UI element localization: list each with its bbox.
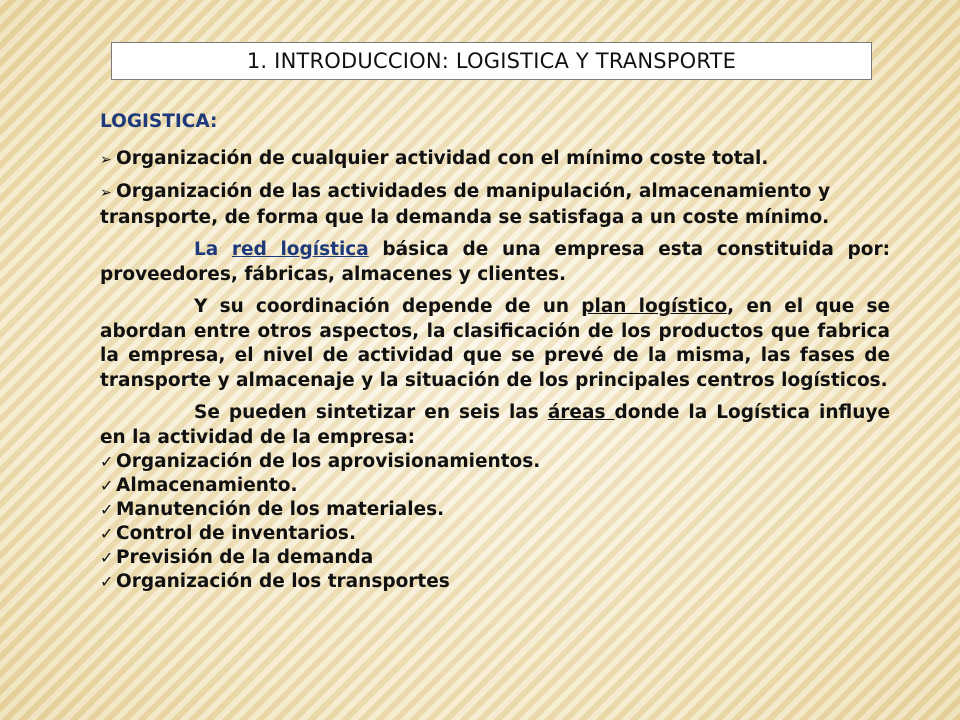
arrow-bullet-icon: ➢	[100, 185, 112, 201]
checkmark-icon: ✓	[100, 476, 114, 495]
checkmark-icon: ✓	[100, 572, 114, 591]
areas-list	[100, 450, 890, 594]
list-item: ✓ Manutención de los materiales.	[100, 499, 445, 520]
list-item: ✓ Organización de los aprovisionamientos.	[100, 451, 541, 472]
plan-logistico-term: plan logístico	[581, 296, 728, 317]
paragraph-areas	[100, 401, 890, 450]
arrow-bullet-icon: ➢	[100, 151, 112, 168]
para2-lead: Y su coordinación depende de un	[194, 296, 582, 317]
list-item: ✓ Previsión de la demanda	[100, 547, 374, 568]
checkmark-icon: ✓	[100, 548, 114, 567]
para1-rest: básica de una empresa esta constituida por: proveedores, fábricas, almacenes y clientes.	[100, 239, 890, 285]
red-logistica-link[interactable]: red logística	[231, 239, 369, 260]
checkmark-icon: ✓	[100, 452, 114, 471]
para3-rest: donde la Logística influye en la actividad de la empresa:	[100, 402, 891, 448]
para1-lead: La	[194, 239, 232, 260]
slide-title: 1. INTRODUCCION: LOGISTICA Y TRANSPORTE	[246, 49, 737, 73]
para2-rest: , en el que se abordan entre otros aspectos, la clasificación de los productos que fabrica la empresa, el nivel de actividad que se prevé de la misma, las fases de transporte y almacenaje y la situación de los principales centros logísticos.	[100, 296, 891, 391]
list-item: ✓ Control de inventarios.	[100, 523, 356, 544]
bullet-text-2: Organización de las actividades de manipulación, almacenamiento y transporte, de forma que la demanda se satisfaga a un coste mínimo.	[100, 181, 831, 228]
bullet-item-2	[100, 180, 890, 230]
section-heading: LOGISTICA:	[100, 111, 218, 132]
list-item: ✓ Organización de los transportes	[100, 571, 450, 592]
areas-term: áreas	[547, 402, 615, 423]
paragraph-plan-logistico	[100, 295, 890, 393]
slide-content	[100, 110, 890, 594]
list-item: ✓ Almacenamiento.	[100, 475, 298, 496]
bullet-text-1: Organización de cualquier actividad con el mínimo coste total.	[116, 147, 769, 169]
bullet-item-1	[100, 147, 890, 173]
checkmark-icon: ✓	[100, 524, 114, 543]
paragraph-red-logistica	[100, 238, 890, 287]
para3-lead: Se pueden sintetizar en seis las	[194, 402, 548, 423]
slide-title-box	[111, 42, 872, 80]
checkmark-icon: ✓	[100, 500, 114, 519]
